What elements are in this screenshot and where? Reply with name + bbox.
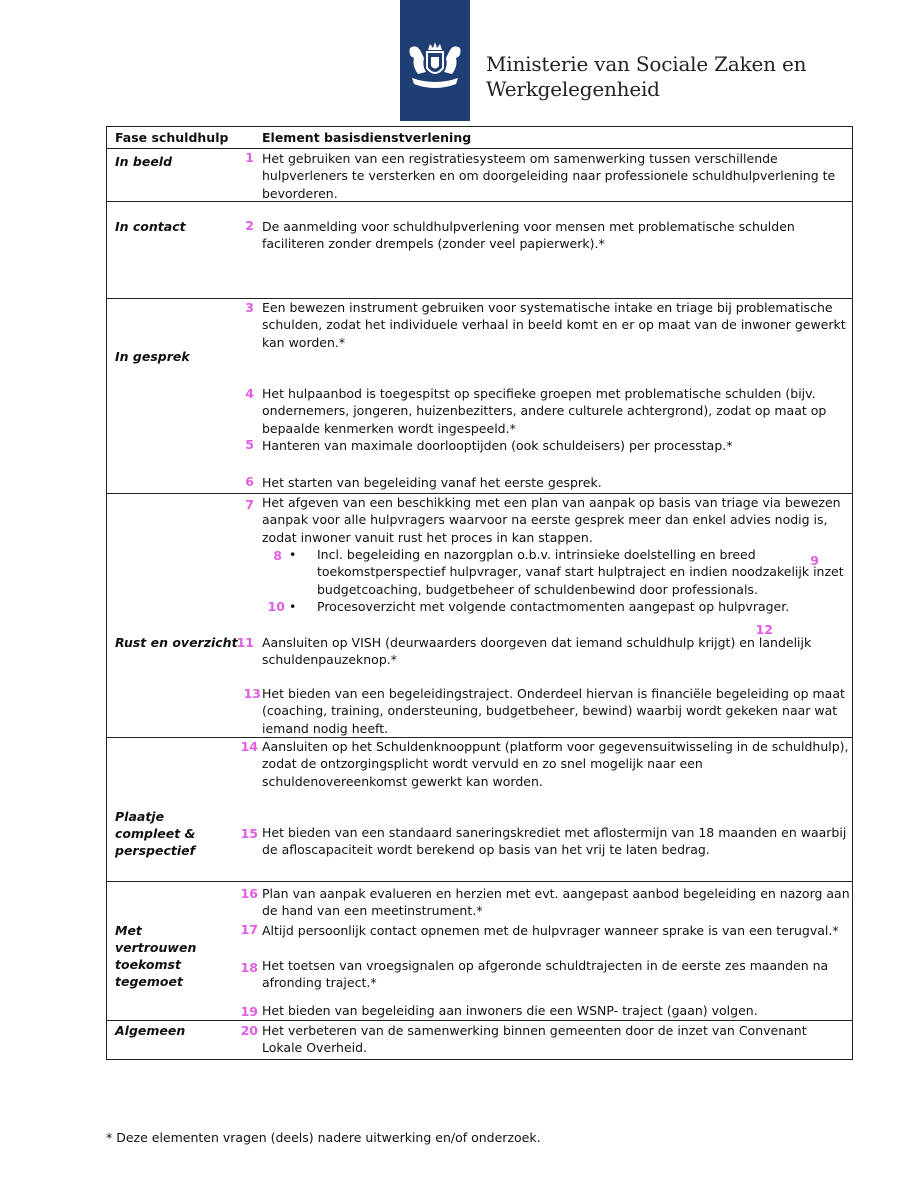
element-text: Een bewezen instrument gebruiken voor systematische intake en triage bij problematische schulden, zodat het individuele verhaal in beeld komt en er op maat van de inwoner gewerkt kan worden.* [262,300,846,350]
element-text: Het verbeteren van de samenwerking binnen gemeenten door de inzet van Convenant Lokale Overheid. [262,1023,807,1056]
element-number: 15 [240,826,258,841]
phase-label: In contact [115,219,186,234]
element-number: 2 [245,218,254,233]
element-number: 4 [245,386,254,401]
ministry-name [486,52,806,102]
ministry-name-line1: Ministerie van Sociale Zaken en [486,52,807,76]
element-number: 10 [267,599,285,614]
phase-label: Plaatje compleet & perspectief [115,809,196,858]
basisdienstverlening-table [106,126,853,1060]
element-text: Het afgeven van een beschikking met een plan van aanpak op basis van triage via bewezen aanpak voor alle hulpvragers waarvoor na eerste gesprek meer dan enkel advies nodig is, zodat inwoner vanuit rust het proces in kan stappen. [262,495,841,545]
table-row-met-vertrouwen [107,882,852,1021]
element-number: 13 [243,686,261,701]
element-text: Plan van aanpak evalueren en herzien met evt. aangepast aanbod begeleiding en nazorg aan de hand van een meetinstrument.* [262,886,850,919]
ministry-name-line2: Werkgelegenheid [486,77,660,101]
table-row-in-beeld [107,149,852,202]
phase-label: In gesprek [115,349,190,364]
bullet: • [289,599,297,614]
element-number: 9 [810,553,819,568]
table-header-row [107,127,852,149]
element-number: 17 [240,922,258,937]
element-number: 5 [245,437,254,452]
phase-label: Rust en overzicht [115,635,238,650]
element-number: 11 [236,635,254,650]
element-text: Het hulpaanbod is toegespitst op specifieke groepen met problematische schulden (bijv. ondernemers, jongeren, huizenbezitters, andere culturele achtergrond), zodat op maat op bepaalde kenmerken wordt ingespeeld.* [262,386,827,436]
element-text: Incl. begeleiding en nazorgplan o.b.v. intrinsieke doelstelling en breed toekomstperspectief hulpvrager, vanaf start hulptraject en indien noodzakelijk inzet budgetcoaching, budgetbeheer of schuldenbewind door professionals. [317,547,844,597]
element-number: 14 [240,739,258,754]
element-text: Altijd persoonlijk contact opnemen met de hulpvrager wanneer sprake is van een terugval.* [262,923,839,938]
element-text: Het bieden van een begeleidingstraject. Onderdeel hiervan is financiële begeleiding op maat (coaching, training, ondersteuning, budgetbeheer, bewind) waarbij wordt gekeken naar wat iemand nodig heeft. [262,686,845,736]
element-number: 8 [273,548,282,563]
element-number: 19 [240,1004,258,1019]
element-text: Aansluiten op het Schuldenknooppunt (platform voor gegevensuitwisseling in de schuldhulp), zodat de ontzorgingsplicht wordt vervuld en zo snel mogelijk naar een schuldenovereenkomst gewerkt kan worden. [262,739,849,789]
ministry-logo [400,0,470,121]
column-header-element: Element basisdienstverlening [262,130,472,145]
element-number: 20 [240,1023,258,1038]
royal-coat-of-arms-icon [400,0,470,121]
element-number: 6 [245,474,254,489]
phase-label: In beeld [115,154,173,169]
element-number: 7 [245,497,254,512]
column-header-phase: Fase schuldhulp [115,130,229,145]
element-text: Het bieden van begeleiding aan inwoners die een WSNP- traject (gaan) volgen. [262,1003,758,1018]
element-number: 12 [755,622,773,637]
table-row-in-gesprek [107,299,852,494]
bullet: • [289,547,297,562]
element-text: Het starten van begeleiding vanaf het eerste gesprek. [262,475,602,490]
footnote: * Deze elementen vragen (deels) nadere uitwerking en/of onderzoek. [106,1130,541,1145]
element-text: Het bieden van een standaard saneringskrediet met aflostermijn van 18 maanden en waarbij de afloscapaciteit wordt berekend op basis van het vrij te laten bedrag. [262,825,847,858]
phase-label: Algemeen [115,1023,186,1038]
element-text: Aansluiten op VISH (deurwaarders doorgeven dat iemand schuldhulp krijgt) en landelijk schuldenpauzeknop.* [262,635,812,668]
element-text: Procesoverzicht met volgende contactmomenten aangepast op hulpvrager. [317,599,790,614]
table-row-plaatje-compleet [107,738,852,882]
element-number: 16 [240,886,258,901]
element-text: De aanmelding voor schuldhulpverlening voor mensen met problematische schulden faciliteren zonder drempels (zonder veel papierwerk).* [262,219,795,252]
element-text: Het gebruiken van een registratiesysteem om samenwerking tussen verschillende hulpverleners te versterken en om doorgeleiding naar professionele schuldhulpverlening te bevorderen. [262,151,836,201]
table-row-in-contact [107,202,852,299]
element-text: Hanteren van maximale doorlooptijden (ook schuldeisers) per processtap.* [262,438,733,453]
table-row-algemeen [107,1021,852,1061]
table-row-rust-en-overzicht [107,494,852,738]
phase-label: Met vertrouwen toekomst tegemoet [115,923,197,989]
element-text: Het toetsen van vroegsignalen op afgeronde schuldtrajecten in de eerste zes maanden na afronding traject.* [262,958,829,991]
element-number: 3 [245,300,254,315]
element-number: 1 [245,150,254,165]
element-number: 18 [240,960,258,975]
